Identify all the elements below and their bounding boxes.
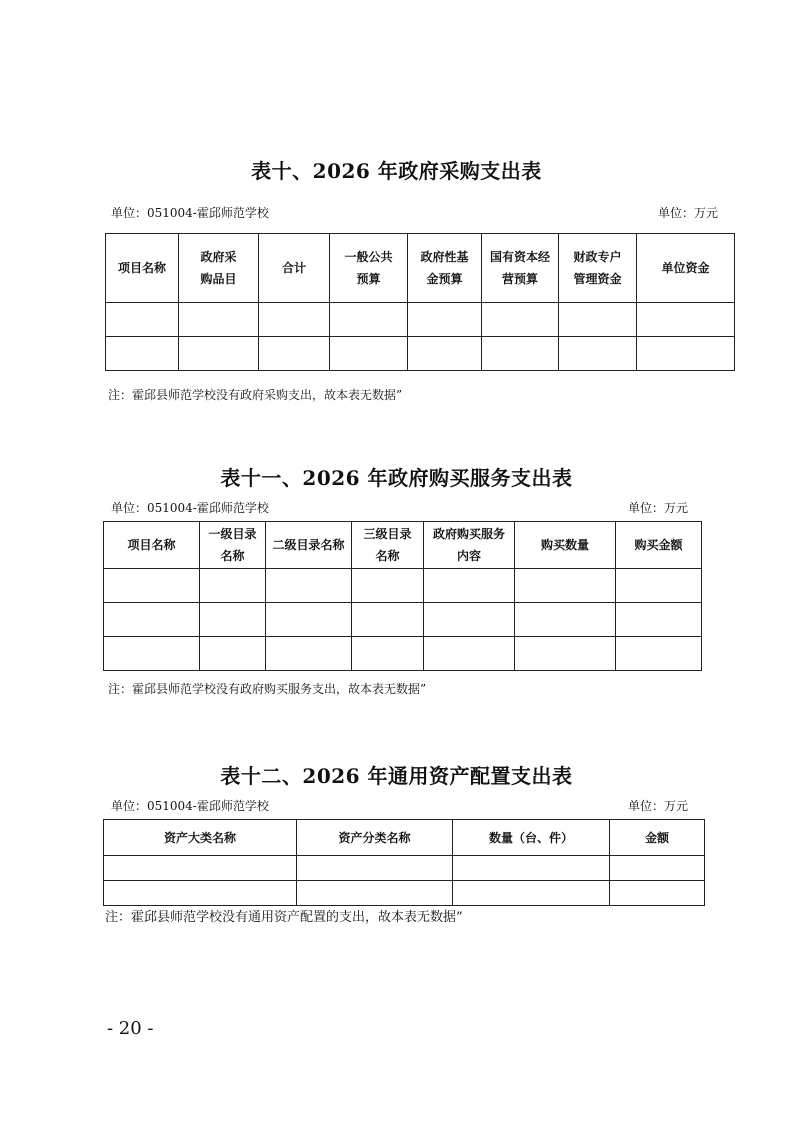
table-row: [104, 603, 702, 637]
table-row: [106, 337, 735, 371]
table-cell: [515, 603, 616, 637]
table11-header-cell: 二级目录名称: [266, 522, 352, 569]
table-cell: [610, 881, 705, 906]
table-cell: [200, 569, 266, 603]
table11-header-cell: 一级目录名称: [200, 522, 266, 569]
table12-header-cell: 资产大类名称: [104, 820, 297, 856]
table-cell: [515, 637, 616, 671]
table-cell: [637, 303, 735, 337]
table-cell: [482, 303, 559, 337]
table-cell: [616, 603, 702, 637]
table-cell: [453, 856, 610, 881]
table-cell: [259, 337, 330, 371]
table12-note: 注：霍邱县师范学校没有通用资产配置的支出，故本表无数据”: [105, 910, 463, 925]
table10: [105, 233, 735, 371]
table-row: [104, 569, 702, 603]
table11-note: 注：霍邱县师范学校没有政府购买服务支出，故本表无数据”: [108, 682, 427, 696]
table-cell: [453, 881, 610, 906]
table-cell: [330, 337, 408, 371]
table-cell: [104, 637, 200, 671]
table11-unit-left: 单位：051004-霍邱师范学校: [111, 501, 269, 515]
table-row: [106, 303, 735, 337]
table11-unit-right: 单位：万元: [628, 501, 689, 515]
table-cell: [408, 337, 482, 371]
table-cell: [330, 303, 408, 337]
page-number: - 20 -: [107, 1018, 154, 1039]
table-cell: [106, 303, 179, 337]
table-cell: [179, 337, 259, 371]
table11-header-cell: 三级目录名称: [352, 522, 424, 569]
table-cell: [515, 569, 616, 603]
table-cell: [104, 603, 200, 637]
table-cell: [266, 637, 352, 671]
table-cell: [637, 337, 735, 371]
table10-unit-left: 单位：051004-霍邱师范学校: [111, 206, 269, 220]
table-cell: [616, 569, 702, 603]
table12-header-row: [104, 820, 705, 856]
table12-header-cell: 金额: [610, 820, 705, 856]
table12-unit-right: 单位：万元: [628, 799, 689, 813]
table12-header-cell: 资产分类名称: [297, 820, 453, 856]
table-row: [104, 637, 702, 671]
table10-header-cell: 政府性基金预算: [408, 234, 482, 303]
table11: [103, 521, 702, 671]
table-cell: [200, 637, 266, 671]
table10-header-cell: 政府采购品目: [179, 234, 259, 303]
table-cell: [352, 569, 424, 603]
table10-header-row: [106, 234, 735, 303]
table-cell: [559, 303, 637, 337]
table-cell: [104, 569, 200, 603]
table-cell: [424, 569, 515, 603]
table10-unit-right: 单位：万元: [658, 206, 719, 220]
table10-header-cell: 财政专户管理资金: [559, 234, 637, 303]
table10-header-cell: 项目名称: [106, 234, 179, 303]
table-cell: [352, 603, 424, 637]
table12: [103, 819, 705, 906]
table-cell: [297, 856, 453, 881]
table12-header-cell: 数量（台、件）: [453, 820, 610, 856]
table-cell: [610, 856, 705, 881]
table-cell: [266, 569, 352, 603]
table11-header-cell: 购买金额: [616, 522, 702, 569]
table11-header-row: [104, 522, 702, 569]
table11-header-cell: 购买数量: [515, 522, 616, 569]
table-cell: [352, 637, 424, 671]
table10-header-cell: 单位资金: [637, 234, 735, 303]
table-cell: [259, 303, 330, 337]
table-cell: [408, 303, 482, 337]
table-cell: [104, 856, 297, 881]
table-cell: [179, 303, 259, 337]
table11-title: 表十一、2026 年政府购买服务支出表: [220, 466, 573, 490]
table-row: [104, 856, 705, 881]
table-cell: [297, 881, 453, 906]
table10-note: 注：霍邱县师范学校没有政府采购支出，故本表无数据”: [108, 388, 403, 402]
table10-header-cell: 一般公共预算: [330, 234, 408, 303]
table10-header-cell: 合计: [259, 234, 330, 303]
table-cell: [616, 637, 702, 671]
table-cell: [424, 637, 515, 671]
table-cell: [104, 881, 297, 906]
table10-title: 表十、2026 年政府采购支出表: [251, 159, 542, 183]
table-cell: [482, 337, 559, 371]
table11-header-cell: 项目名称: [104, 522, 200, 569]
table-row: [104, 881, 705, 906]
table11-header-cell: 政府购买服务内容: [424, 522, 515, 569]
table12-title: 表十二、2026 年通用资产配置支出表: [220, 764, 573, 788]
table-cell: [424, 603, 515, 637]
table10-header-cell: 国有资本经营预算: [482, 234, 559, 303]
table-cell: [266, 603, 352, 637]
table-cell: [106, 337, 179, 371]
table12-unit-left: 单位：051004-霍邱师范学校: [111, 799, 269, 813]
table-cell: [559, 337, 637, 371]
table-cell: [200, 603, 266, 637]
